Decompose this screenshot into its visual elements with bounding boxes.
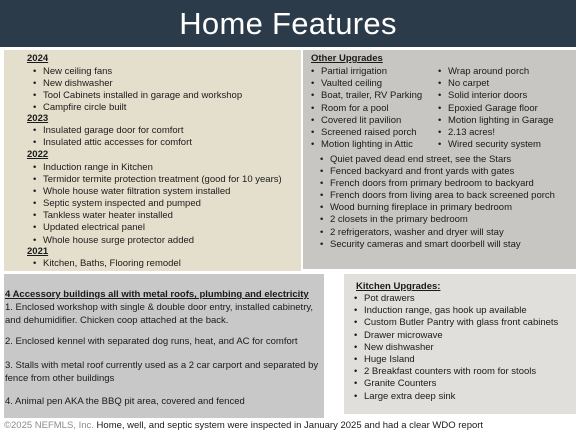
list-item: • Motion lighting in Garage	[438, 115, 554, 127]
other-upgrades-more	[320, 154, 555, 251]
list-item: • New dishwasher	[33, 78, 242, 90]
kitchen-list	[354, 293, 558, 403]
list-item: • Security cameras and smart doorbell will stay	[320, 239, 555, 251]
list-item: • Motion lighting in Attic	[311, 139, 422, 151]
list-item: • Wired security system	[438, 139, 554, 151]
list-item: • 2.13 acres!	[438, 127, 554, 139]
list-item: • Vaulted ceiling	[311, 78, 422, 90]
list-item: • Large extra deep sink	[354, 391, 558, 403]
list-item: • Fenced backyard and front yards with gates	[320, 166, 555, 178]
list-item: • Huge Island	[354, 354, 558, 366]
list-item: • French doors from primary bedroom to backyard	[320, 178, 555, 190]
section-year-2022: 2022	[27, 149, 49, 160]
accessory-paragraph-2: 2. Enclosed kennel with separated dog runs, heat, and AC for comfort	[5, 336, 298, 347]
list-item: • Custom Butler Pantry with glass front cabinets	[354, 317, 558, 329]
list-item: • Insulated attic accesses for comfort	[33, 137, 192, 149]
accessory-heading: 4 Accessory buildings all with metal roofs, plumbing and electricity	[5, 289, 309, 300]
other-upgrades-col2	[438, 66, 554, 151]
list-item: • Kitchen, Baths, Flooring remodel	[33, 258, 181, 270]
page-title	[0, 0, 576, 47]
list-item: • Quiet paved dead end street, see the Stars	[320, 154, 555, 166]
list-item: • French doors from living area to back screened porch	[320, 190, 555, 202]
list-2022	[33, 162, 282, 247]
accessory-paragraph-1: 1. Enclosed workshop with single & double door entry, installed cabinetry, and dehumidifier. Chicken coop attached at the back.	[5, 302, 314, 326]
list-item: • Solid interior doors	[438, 90, 554, 102]
list-item: • Insulated garage door for comfort	[33, 125, 192, 137]
list-item: • Tool Cabinets installed in garage and workshop	[33, 90, 242, 102]
list-item: • Updated electrical panel	[33, 222, 282, 234]
list-2023	[33, 125, 192, 149]
other-upgrades-col1	[311, 66, 422, 151]
list-item: • Epoxied Garage floor	[438, 103, 554, 115]
list-item: • 2 closets in the primary bedroom	[320, 214, 555, 226]
footer-text: Home, well, and septic system were inspected in January 2025 and had a clear WDO report	[96, 420, 484, 431]
list-item: • Campfire circle built	[33, 102, 242, 114]
accessory-buildings-panel	[4, 274, 324, 418]
list-item: • Wood burning fireplace in primary bedroom	[320, 202, 555, 214]
section-year-2023: 2023	[27, 113, 49, 124]
list-item: • Boat, trailer, RV Parking	[311, 90, 422, 102]
list-item: • Tankless water heater installed	[33, 210, 282, 222]
list-item: • Whole house surge protector added	[33, 235, 282, 247]
list-2024	[33, 66, 242, 114]
yearly-upgrades-panel	[4, 50, 301, 271]
section-year-2024: 2024	[27, 53, 49, 64]
list-item: • Whole house water filtration system installed	[33, 186, 282, 198]
list-item: • 2 Breakfast counters with room for stools	[354, 366, 558, 378]
list-item: • New dishwasher	[354, 342, 558, 354]
list-item: • Wrap around porch	[438, 66, 554, 78]
footer-note	[0, 419, 576, 432]
other-upgrades-panel	[303, 50, 576, 269]
list-item: • New ceiling fans	[33, 66, 242, 78]
watermark: ©2025 NEFMLS, Inc.	[4, 420, 94, 431]
list-item: • Screened raised porch	[311, 127, 422, 139]
list-item: • No carpet	[438, 78, 554, 90]
other-upgrades-heading: Other Upgrades	[311, 53, 383, 64]
section-year-2021: 2021	[27, 246, 49, 257]
list-item: • Granite Counters	[354, 378, 558, 390]
accessory-paragraph-4: 4. Animal pen AKA the BBQ pit area, covered and fenced	[5, 396, 245, 407]
page-title-text: Home Features	[179, 5, 397, 41]
accessory-paragraph-3: 3. Stalls with metal roof currently used as a 2 car carport and separated by fence from other buildings	[5, 360, 319, 384]
list-item: • Covered lit pavilion	[311, 115, 422, 127]
list-item: • 2 refrigerators, washer and dryer will stay	[320, 227, 555, 239]
kitchen-heading: Kitchen Upgrades:	[356, 281, 441, 292]
list-item: • Termidor termite protection treatment (good for 10 years)	[33, 174, 282, 186]
list-item: • Partial irrigation	[311, 66, 422, 78]
list-2021	[33, 258, 181, 270]
list-item: • Induction range, gas hook up available	[354, 305, 558, 317]
list-item: • Room for a pool	[311, 103, 422, 115]
kitchen-upgrades-panel	[344, 274, 576, 414]
list-item: • Pot drawers	[354, 293, 558, 305]
list-item: • Induction range in Kitchen	[33, 162, 282, 174]
list-item: • Drawer microwave	[354, 330, 558, 342]
list-item: • Septic system inspected and pumped	[33, 198, 282, 210]
